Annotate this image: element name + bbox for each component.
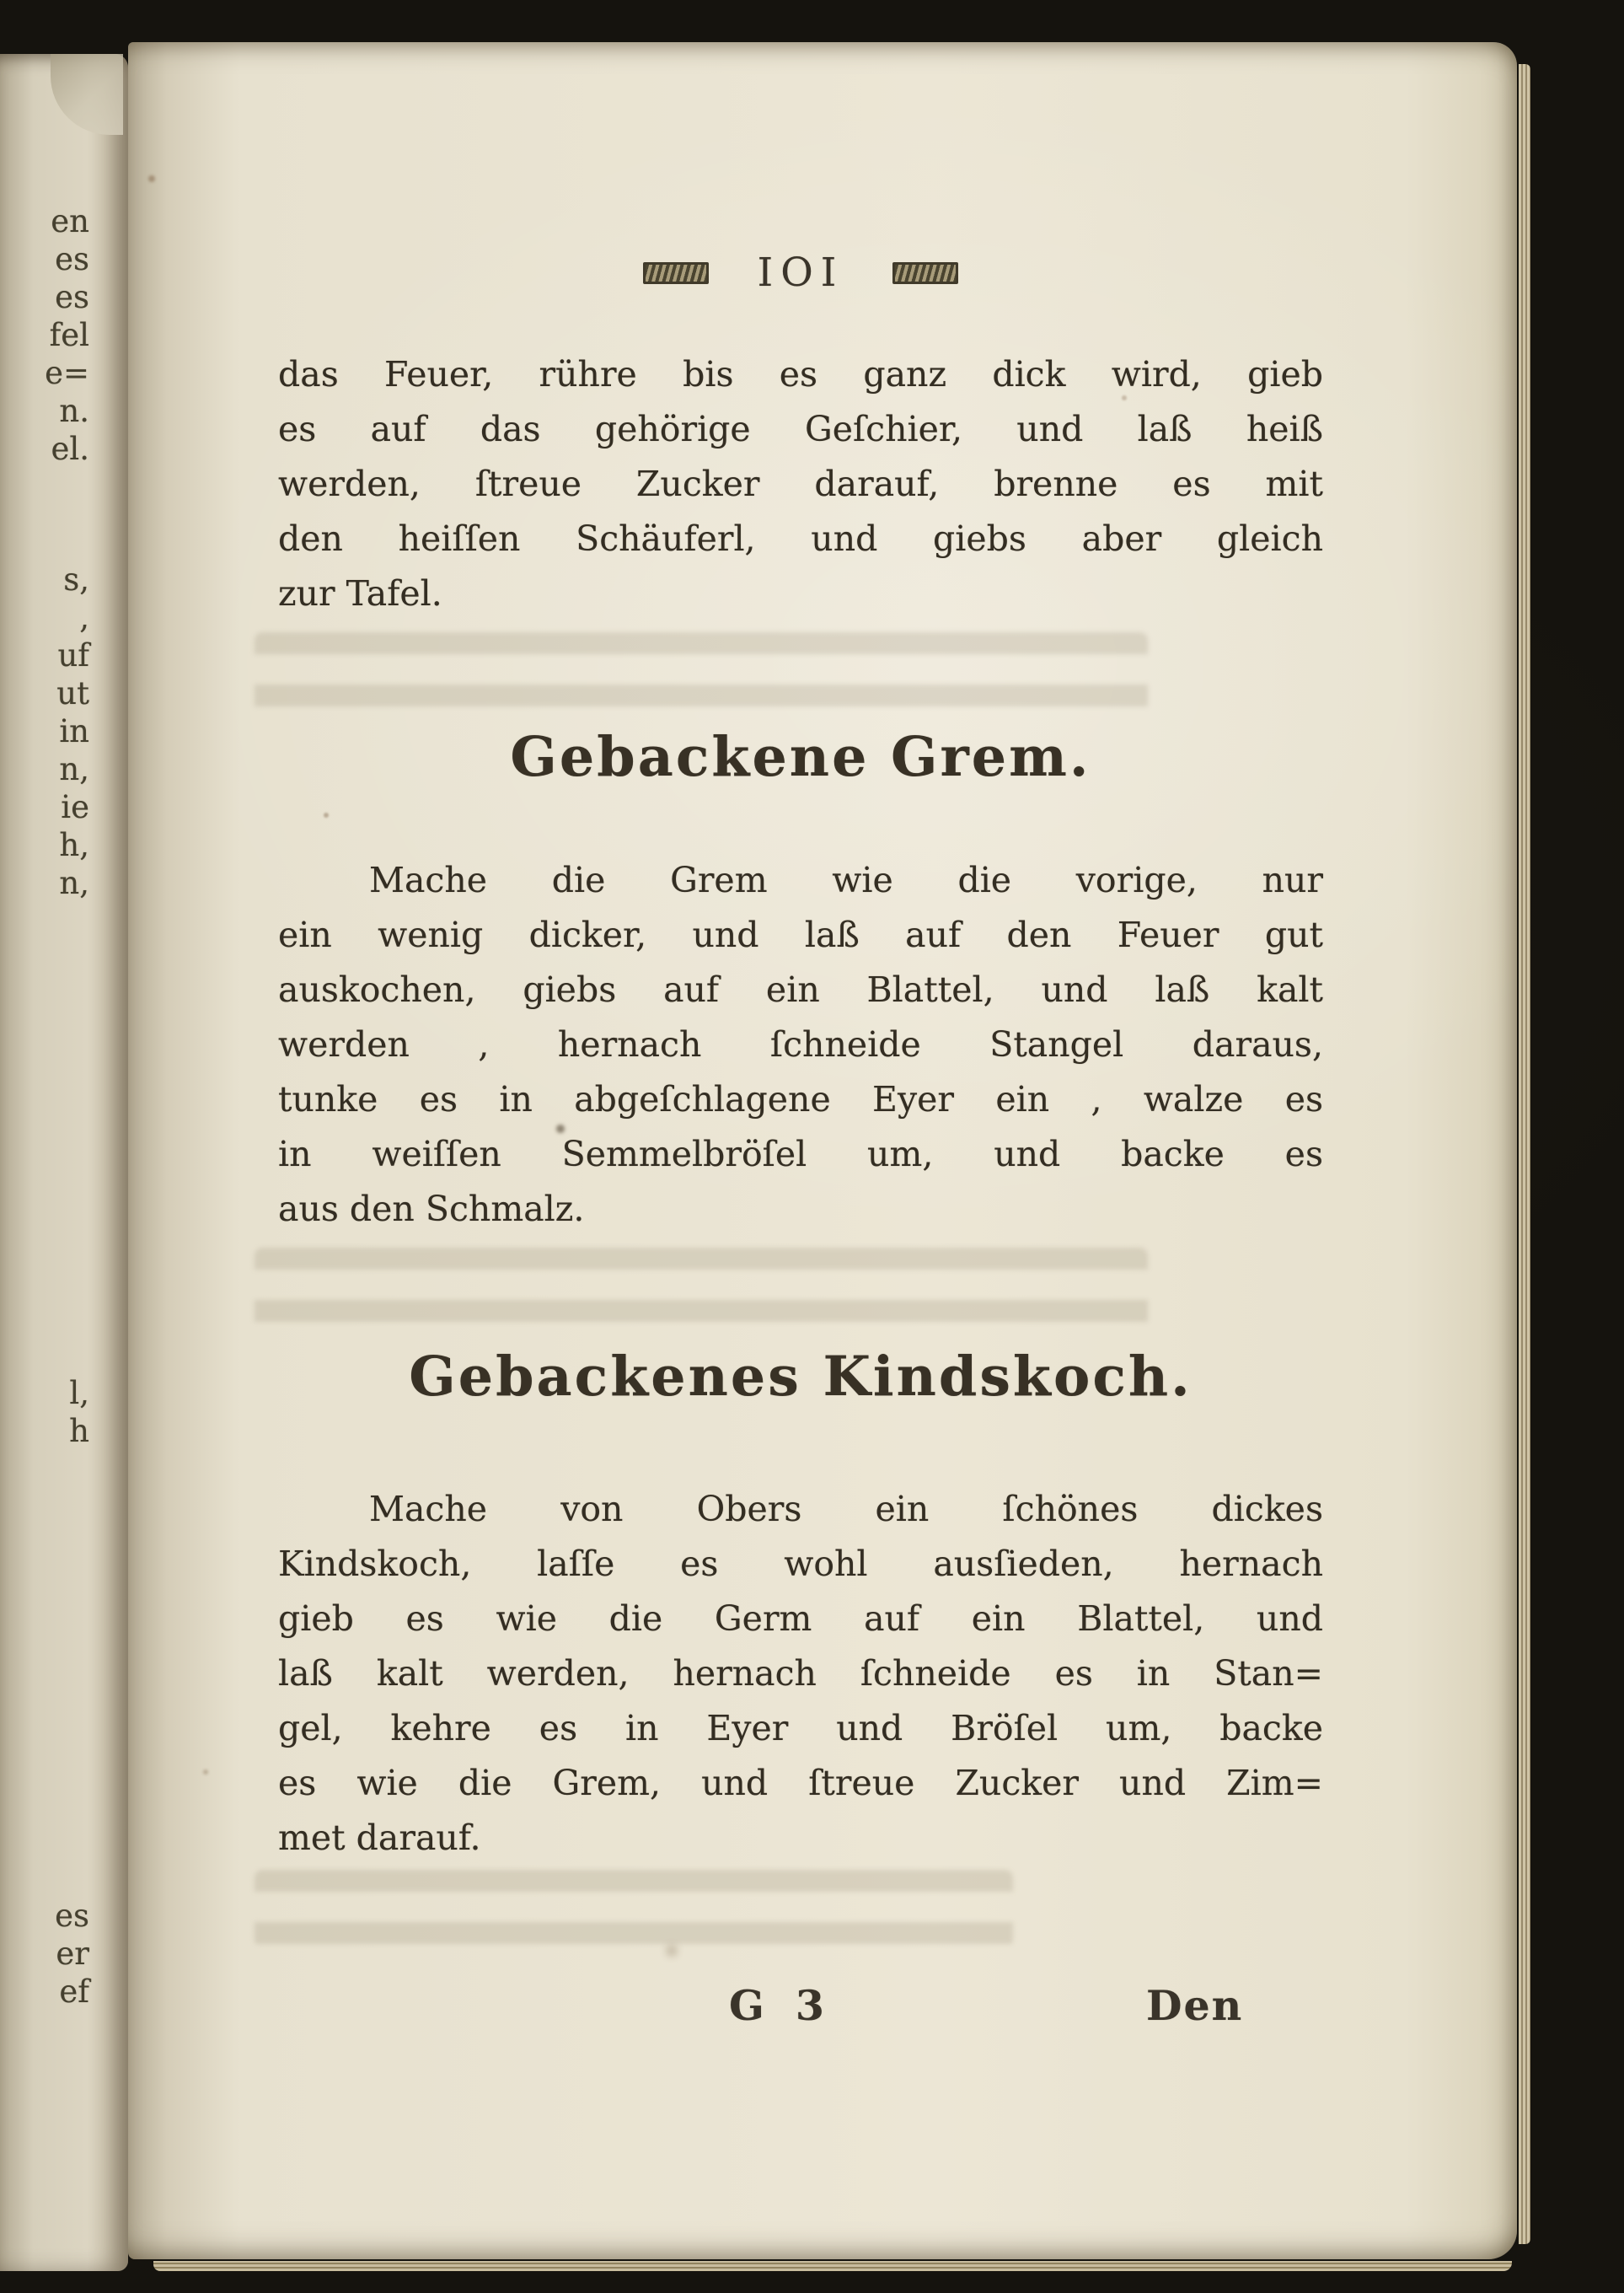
body-text-line: Kindskoch, laſſe es wohl ausſieden, hernach	[278, 1544, 1323, 1584]
body-text-line: Mache von Obers ein ſchönes dickes	[369, 1489, 1323, 1529]
cutoff-text-fragment: en	[51, 203, 89, 239]
cutoff-text-column	[12, 202, 89, 468]
cutoff-text-fragment: es	[55, 279, 89, 315]
cutoff-text-fragment: h,	[59, 827, 89, 863]
cutoff-text-fragment: fel	[49, 317, 89, 353]
body-text-line: werden, ſtreue Zucker darauf, brenne es mit	[278, 464, 1323, 504]
previous-page-sliver	[0, 54, 128, 2271]
cutoff-text-fragment: ie	[61, 789, 89, 825]
page-fore-edge	[1519, 64, 1530, 2244]
catchword: Den	[1146, 1981, 1244, 2030]
body-text-line: das Feuer, rühre bis es ganz dick wird, gieb	[278, 354, 1323, 395]
paragraph-recipe-kindskoch	[278, 1482, 1323, 1866]
body-text-line: met darauf.	[278, 1818, 481, 1858]
cutoff-text-fragment: e=	[45, 355, 89, 391]
recipe-heading-gebackene-grem: Gebackene Grem.	[510, 725, 1091, 789]
body-text-line: in weiſſen Semmelbröſel um, und backe es	[278, 1134, 1323, 1174]
body-text-line: laß kalt werden, hernach ſchneide es in Stan=	[278, 1653, 1323, 1694]
body-text-line: es auf das gehörige Geſchier, und laß heiß	[278, 409, 1323, 449]
cutoff-text-column	[12, 1374, 89, 1450]
foxing-stains	[128, 42, 131, 46]
cutoff-text-fragment: l,	[69, 1375, 89, 1411]
body-text-line: ein wenig dicker, und laß auf den Feuer gut	[278, 915, 1323, 955]
cutoff-text-fragment: el.	[51, 431, 89, 467]
page-number: IOI	[757, 250, 844, 296]
cutoff-text-fragment: h	[69, 1413, 89, 1449]
body-text-line: es wie die Grem, und ſtreue Zucker und Zim=	[278, 1763, 1323, 1803]
page-bottom-edge	[153, 2261, 1512, 2271]
page-corner-curl	[51, 54, 123, 135]
cutoff-text-fragment: s,	[63, 561, 89, 598]
body-text-line: werden , hernach ſchneide Stangel daraus,	[278, 1024, 1323, 1065]
body-text-line: zur Tafel.	[278, 573, 442, 614]
body-text-line: aus den Schmalz.	[278, 1189, 585, 1229]
book-page	[128, 42, 1517, 2259]
body-text-line: den heiſſen Schäuferl, und giebs aber gleich	[278, 518, 1323, 559]
cutoff-text-fragment: ef	[59, 1973, 89, 2010]
cutoff-text-fragment: es	[55, 241, 89, 277]
paragraph-continuation	[278, 347, 1323, 621]
cutoff-text-fragment: ,	[79, 599, 89, 636]
body-text-line: Mache die Grem wie die vorige, nur	[369, 860, 1323, 900]
cutoff-text-column	[12, 561, 89, 902]
cutoff-text-fragment: uf	[57, 637, 89, 674]
body-text-line: gieb es wie die Germ auf ein Blattel, und	[278, 1598, 1323, 1639]
cutoff-text-fragment: ut	[56, 675, 89, 712]
cutoff-text-fragment: es	[55, 1898, 89, 1934]
header-ornament-right-icon	[892, 262, 958, 284]
body-text-line: tunke es in abgeſchlagene Eyer ein , walze es	[278, 1079, 1323, 1120]
signature-mark: G 3	[729, 1981, 833, 2030]
page-content	[278, 42, 1323, 2259]
cutoff-text-fragment: n,	[59, 751, 89, 787]
cutoff-text-fragment: er	[56, 1936, 89, 1972]
body-text-line: auskochen, giebs auf ein Blattel, und laß kalt	[278, 969, 1323, 1010]
header-ornament-left-icon	[643, 262, 709, 284]
body-text-line: gel, kehre es in Eyer und Bröſel um, backe	[278, 1708, 1323, 1748]
recipe-heading-gebackenes-kindskoch: Gebackenes Kindskoch.	[409, 1345, 1193, 1409]
paragraph-recipe-grem	[278, 853, 1323, 1237]
cutoff-text-column	[12, 1897, 89, 2011]
cutoff-text-fragment: n,	[59, 865, 89, 901]
cutoff-text-fragment: in	[59, 713, 89, 749]
page-header	[278, 250, 1323, 296]
cutoff-text-fragment: n.	[59, 393, 89, 429]
